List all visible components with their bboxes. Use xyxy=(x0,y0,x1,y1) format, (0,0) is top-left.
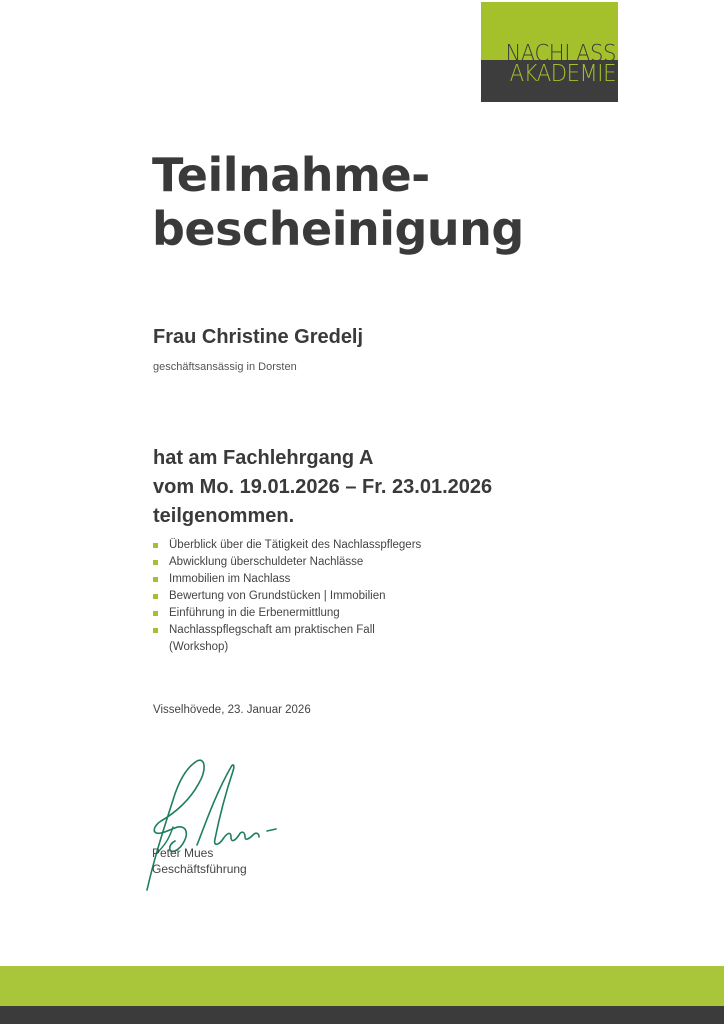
bullet-square-icon xyxy=(153,577,158,582)
signatory-role: Geschäftsführung xyxy=(152,862,247,876)
statement-line-2: vom Mo. 19.01.2026 – Fr. 23.01.2026 xyxy=(153,476,493,498)
signatory-name: Peter Mues xyxy=(152,846,214,860)
topic-item xyxy=(153,537,421,554)
topic-list xyxy=(153,537,421,656)
bullet-square-icon xyxy=(153,594,158,599)
title-line-1: Teilnahme- xyxy=(152,148,430,202)
topic-item xyxy=(153,605,421,622)
statement-line-3: teilgenommen. xyxy=(153,505,295,527)
footer-dark-band xyxy=(0,1006,724,1024)
topic-text: Einführung in die Erbenermittlung xyxy=(169,607,340,619)
document-title xyxy=(152,148,524,256)
topic-text: Immobilien im Nachlass xyxy=(169,573,291,585)
bullet-square-icon xyxy=(153,628,158,633)
bullet-square-icon xyxy=(153,560,158,565)
topic-text: Abwicklung überschuldeter Nachlässe xyxy=(169,556,364,568)
topic-text: Bewertung von Grundstücken | Immobilien xyxy=(169,590,386,602)
recipient-name: Frau Christine Gredelj xyxy=(153,326,364,348)
course-statement xyxy=(153,444,492,531)
bullet-square-icon xyxy=(153,611,158,616)
recipient-location: geschäftsansässig in Dorsten xyxy=(153,361,297,373)
logo-line-2: AKADEMIE xyxy=(509,61,616,87)
logo-line-1: NACHLASS xyxy=(505,41,616,67)
statement-line-1: hat am Fachlehrgang A xyxy=(153,447,374,469)
topic-item xyxy=(153,554,421,571)
topic-item xyxy=(153,571,421,588)
bullet-square-icon xyxy=(153,543,158,548)
footer-green-band xyxy=(0,966,724,1006)
place-and-date: Visselhövede, 23. Januar 2026 xyxy=(153,704,311,716)
topic-continuation: (Workshop) xyxy=(169,641,229,653)
topic-text: Überblick über die Tätigkeit des Nachlasspflegers xyxy=(169,539,422,551)
nachlass-akademie-logo xyxy=(481,2,618,102)
topic-item xyxy=(153,588,421,605)
title-line-2: bescheinigung xyxy=(152,202,524,256)
topic-item xyxy=(153,622,421,656)
topic-text: Nachlasspflegschaft am praktischen Fall xyxy=(169,624,375,636)
